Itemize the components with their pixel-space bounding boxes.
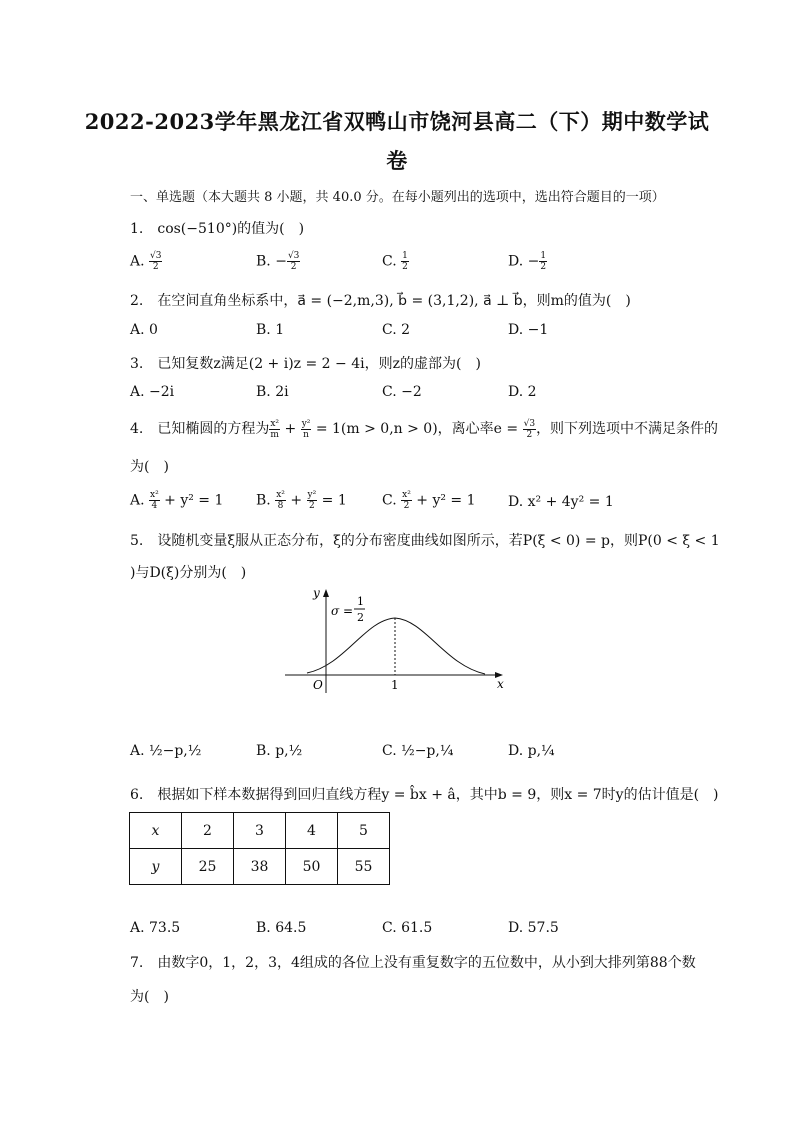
page-title-line2: 卷: [386, 148, 408, 173]
q2-option-d: D. −1: [508, 322, 549, 338]
question-1-stem: 1. cos(−510°)的值为( ): [130, 221, 305, 237]
section-heading: 一、单选题（本大题共 8 小题，共 40.0 分。在每小题列出的选项中，选出符合题目的一项）: [130, 190, 665, 205]
table-cell: 2: [182, 813, 234, 849]
q6-option-b: B. 64.5: [256, 920, 307, 936]
table-cell: 5: [338, 813, 390, 849]
y-axis-arrow: [323, 589, 329, 597]
q1-option-b: B. − $\frac{√3}{2}$: [256, 251, 300, 272]
origin-label: O: [313, 678, 323, 692]
q3-option-a: A. −2i: [130, 384, 175, 400]
x-axis-label: x: [497, 677, 504, 691]
question-4-stem-line2: 为( ): [130, 459, 169, 475]
q2-option-b: B. 1: [256, 322, 285, 338]
table-cell: 55: [338, 849, 390, 885]
q6-option-c: C. 61.5: [382, 920, 433, 936]
question-5-stem: 5. 设随机变量ξ服从正态分布，ξ的分布密度曲线如图所示，若P(ξ < 0) = p，则P(0 < ξ < 1: [130, 533, 720, 549]
q5-option-a: A. ½−p,½: [130, 743, 202, 759]
table-cell: 4: [286, 813, 338, 849]
q6-option-a: A. 73.5: [130, 920, 181, 936]
q3-option-d: D. 2: [508, 384, 537, 400]
table-row: [130, 813, 390, 849]
mean-tick-label: 1: [391, 678, 399, 692]
table-cell: 3: [234, 813, 286, 849]
q4-option-d: D. x² + 4y² = 1: [508, 494, 614, 510]
sigma-denominator: 2: [357, 611, 364, 624]
q1-option-a: A. $\frac{√3}{2}$: [130, 251, 162, 272]
q4-option-b: B. $\frac{\text{x²}}{8}$ + $\frac{\text{y²}}{2}$ = 1: [256, 490, 347, 511]
sample-data-table: [129, 812, 390, 885]
sigma-numerator: 1: [357, 595, 364, 608]
q2-option-c: C. 2: [382, 322, 411, 338]
q4-option-c: C. $\frac{\text{x²}}{2}$ + y² = 1: [382, 490, 476, 511]
question-6-stem: 6. 根据如下样本数据得到回归直线方程y = b̂x + â，其中b = 9，则x = 7时y的估计值是( ): [130, 787, 719, 803]
q4-option-a: A. $\frac{\text{x²}}{4}$ + y² = 1: [130, 490, 224, 511]
table-cell: 50: [286, 849, 338, 885]
table-cell: 38: [234, 849, 286, 885]
y-axis-label: y: [313, 586, 320, 600]
table-row: [130, 849, 390, 885]
table-cell: 25: [182, 849, 234, 885]
question-4-stem: 4. 已知椭圆的方程为 $\frac{\text{x²}}{m}$ + $\frac{\text{y²}}{n}$ = 1(m > 0,n > 0)，离心率e = $\frac{√3}{2}$ ，则下列选项中不满足条件的: [130, 418, 719, 440]
q3-option-c: C. −2: [382, 384, 422, 400]
question-3-stem: 3. 已知复数z满足(2 + i)z = 2 − 4i，则z的虚部为( ): [130, 356, 481, 372]
table-cell: y: [130, 849, 182, 885]
q6-option-d: D. 57.5: [508, 920, 559, 936]
sigma-label: σ =: [331, 604, 354, 618]
q2-option-a: A. 0: [130, 322, 158, 338]
page-title-line1: 2022-2023学年黑龙江省双鸭山市饶河县高二（下）期中数学试: [84, 109, 710, 134]
q5-option-d: D. p,¼: [508, 743, 555, 759]
q1-option-d: D. − $\frac{1}{2}$: [508, 251, 547, 272]
question-2-stem: 2. 在空间直角坐标系中，a⃗ = (−2,m,3), b⃗ = (3,1,2), a⃗ ⊥ b⃗，则m的值为( ): [130, 293, 631, 309]
q3-option-b: B. 2i: [256, 384, 289, 400]
density-curve: [307, 618, 485, 674]
q1-option-c: C. $\frac{1}{2}$: [382, 251, 408, 272]
q5-option-c: C. ½−p,¼: [382, 743, 454, 759]
question-5-stem-line2: )与D(ξ)分别为( ): [130, 565, 247, 581]
normal-distribution-figure: [285, 585, 515, 700]
question-7-stem-line2: 为( ): [130, 989, 169, 1005]
table-cell: x: [130, 813, 182, 849]
q5-option-b: B. p,½: [256, 743, 303, 759]
question-7-stem: 7. 由数字0，1，2，3，4组成的各位上没有重复数字的五位数中，从小到大排列第88个数: [130, 955, 696, 971]
